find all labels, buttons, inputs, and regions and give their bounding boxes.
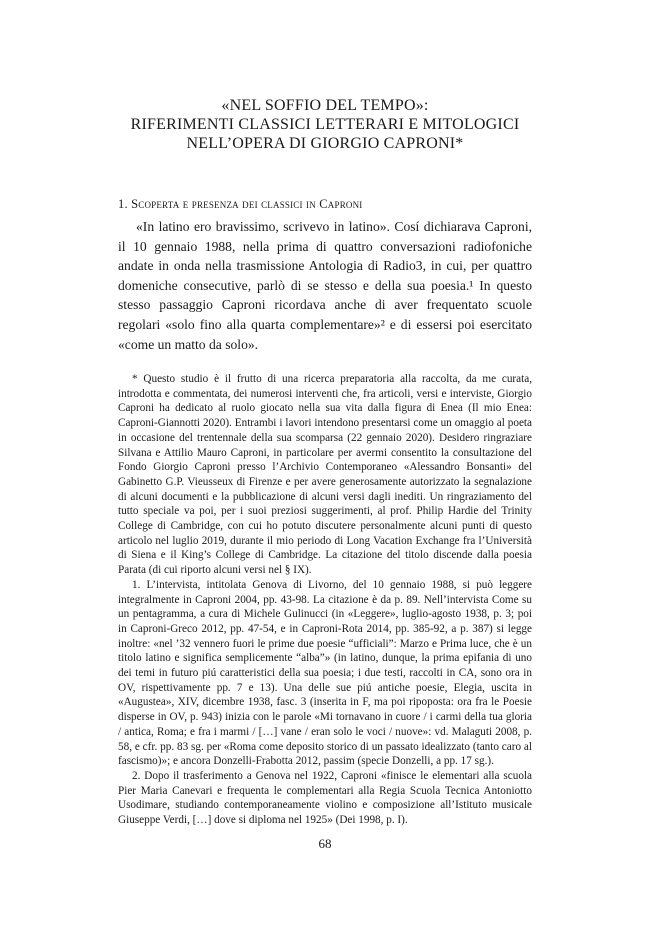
footnote-star: * Questo studio è il frutto di una ricerca preparatoria alla raccolta, da me curata, introdotta e commentata, dei numerosi interventi che, fra articoli, versi e interviste, Giorgio Caproni ha dedicato al ruolo giocato nella sua vita dalla figura di Enea (Il mio Enea: Caproni-Giannotti 2020). Entrambi i lavori intendono presentarsi come un omaggio al poeta in occasione del trentennale della sua scomparsa (22 gennaio 2020). Desidero ringraziare Silvana e Attilio Mauro Caproni, in particolare per avermi consentito la consultazione del Fondo Giorgio Caproni presso l’Archivio Contemporaneo «Alessandro Bonsanti» del Gabinetto G.P. Vieusseux di Firenze e per avere generosamente autorizzato la segnalazione di alcuni documenti e la pubblicazione di alcuni versi dagli inediti. Un ringraziamento del tutto speciale va poi, per i suoi preziosi suggerimenti, al prof. Philip Hardie del Trinity College di Cambridge, con cui ho potuto discutere personalmente alcuni punti di questo articolo nel luglio 2019, durante il mio periodo di Long Vacation Exchange fra l’Università di Siena e il King’s College di Cambridge. La citazione del titolo discende dalla poesia Parata (di cui riporto alcuni versi nel § IX). <box>118 373 532 577</box>
footnote-2: 2. Dopo il trasferimento a Genova nel 1922, Caproni «finisce le elementari alla scuola Pier Maria Canevari e frequenta le complementari alla Regia Scuola Tecnica Antoniotto Usodimare, studiando contemporaneamente violino e composizione all’Istituto musicale Giuseppe Verdi, […] dove si diploma nel 1925» (Dei 1998, p. I). <box>118 769 532 827</box>
title-line-1: «NEL SOFFIO DEL TEMPO»: <box>221 97 429 114</box>
page-number: 68 <box>318 836 332 851</box>
section-heading: 1. Scoperta e presenza dei classici in Caproni <box>118 197 363 211</box>
body-paragraph: «In latino ero bravissimo, scrivevo in latino». Cosí dichiarava Caproni, il 10 gennaio 1988, nella prima di quattro conversazioni radiofoniche andate in onda nella trasmissione Antologia di Radio3, in cui, per quattro domeniche consecutive, parlò di se stesso e della sua poesia.¹ In questo stesso passaggio Caproni ricordava anche di aver frequentato scuole regolari «solo fino alla quarta complementare»² e di essersi poi esercitato «come un matto da solo». <box>118 219 532 352</box>
title-line-2: RIFERIMENTI CLASSICI LETTERARI E MITOLOGICI <box>130 116 520 133</box>
article-title <box>118 96 532 153</box>
title-line-3: NELL’OPERA DI GIORGIO CAPRONI* <box>186 135 464 152</box>
footnote-1: 1. L’intervista, intitolata Genova di Livorno, del 10 gennaio 1988, si può leggere integralmente in Caproni 2004, pp. 43-98. La citazione è da p. 89. Nell’intervista Come su un pentagramma, a cura di Michele Gulinucci (in «Leggere», luglio-agosto 1938, p. 3; poi in Caproni-Greco 2012, pp. 47-54, e in Caproni-Rota 2014, pp. 385-92, a p. 387) si legge inoltre: «nel ’32 vennero fuori le prime due poesie “ufficiali”: Marzo e Prima luce, che è un titolo latino e significa semplicemente “alba”» (in latino, dunque, la prima epifania di uno dei temi in futuro piú caratteristici della sua poesia; i due testi, raccolti in CA, sono ora in OV, rispettivamente pp. 7 e 13). Una delle sue piú antiche poesie, Elegia, uscita in «Augustea», XIV, dicembre 1938, fasc. 3 (inserita in F, ma poi ripoposta: ora fra le Poesie disperse in OV, p. 943) inizia con le parole «Mi tornavano in cuore / i carmi della tua gloria / antica, Roma; e fra i marmi / […] vane / eran solo le voci / nuove»: vd. Malaguti 2008, p. 58, e cfr. pp. 83 sg. per «Roma come deposito storico di un passato idealizzato (tanto caro al fascismo)»; e ancora Donzelli-Frabotta 2012, passim (specie Donzelli, a pp. 17 sg.). <box>118 578 532 768</box>
footnotes <box>118 372 532 828</box>
